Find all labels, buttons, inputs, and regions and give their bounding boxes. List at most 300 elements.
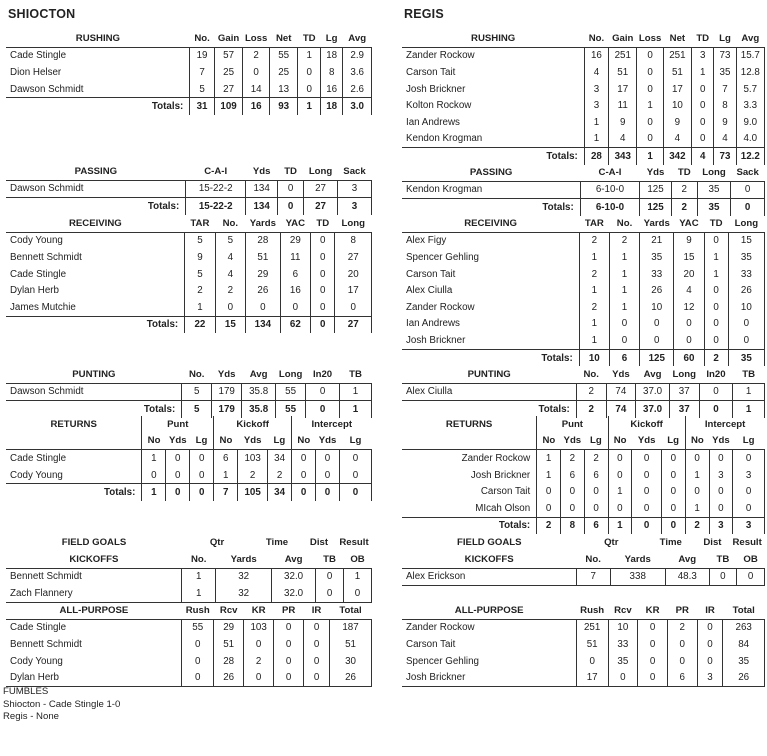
stat-cell: 0 <box>661 450 685 467</box>
totals-row <box>6 316 372 333</box>
table-row <box>402 669 765 686</box>
punting-column-header: Avg <box>249 368 268 380</box>
stat-cell: 0 <box>637 47 663 64</box>
stat-cell: 16 <box>280 282 310 299</box>
stat-cell: 7 <box>576 568 610 586</box>
player-name: Spencer Gehling <box>406 251 479 263</box>
returns-group-header: Kickoff <box>214 416 292 433</box>
total-cell: 12.2 <box>736 148 764 165</box>
stat-cell: 2 <box>268 467 292 484</box>
player-name: Cade Stingle <box>6 47 190 64</box>
field-goals-column-header: Qtr <box>604 536 619 548</box>
table-row <box>6 619 372 636</box>
kickoffs-column-header: OB <box>743 553 758 565</box>
stat-cell: 6 <box>560 467 584 484</box>
player-name: Zander Rockow <box>402 450 537 467</box>
rushing-column-header: TD <box>302 32 316 44</box>
receiving-table <box>6 215 372 333</box>
returns-header-row <box>402 416 765 433</box>
player-name: Cody Young <box>10 655 63 667</box>
total-cell: 0 <box>190 484 214 501</box>
player-name: Bennett Schmidt <box>10 638 82 650</box>
stat-cell: 73 <box>714 47 736 64</box>
stat-cell: 0 <box>632 483 662 500</box>
returns-table <box>6 416 372 501</box>
total-cell: 2 <box>671 199 697 216</box>
team-name: REGIS <box>404 7 444 21</box>
receiving-column-header: YAC <box>679 217 699 229</box>
returns-group-header: Kickoff <box>608 416 685 433</box>
stat-cell: 9.0 <box>736 114 764 131</box>
totals-label: Totals: <box>402 517 537 534</box>
stat-cell: 30 <box>330 653 372 670</box>
all_purpose-column-header: Total <box>732 604 755 616</box>
stat-cell: 32.0 <box>272 585 316 602</box>
stat-cell: 0 <box>274 669 304 686</box>
stat-cell: 15-22-2 <box>186 180 246 198</box>
field-goals-title: FIELD GOALS <box>61 536 127 548</box>
total-cell: 2 <box>576 401 606 418</box>
table-row <box>402 450 765 467</box>
rushing-column-header: Lg <box>719 32 731 44</box>
field-goals-header-row <box>6 534 372 551</box>
returns-column-header: No <box>608 433 632 450</box>
stat-cell: 0 <box>537 483 561 500</box>
total-cell: 6-10-0 <box>580 199 639 216</box>
stat-cell: 2 <box>560 450 584 467</box>
passing-column-header: TD <box>284 165 297 177</box>
table-row <box>6 568 372 585</box>
stat-cell: 0 <box>304 636 330 653</box>
kickoffs-column-header: Yards <box>230 553 257 565</box>
stat-cell: 0 <box>608 500 632 517</box>
table-row <box>6 636 372 653</box>
returns-column-header: Lg <box>195 435 208 447</box>
total-cell: 4 <box>692 148 714 165</box>
returns-group-header: Punt <box>537 416 608 433</box>
totals-label: Totals: <box>6 198 186 215</box>
player-name: MIcah Olson <box>475 502 531 514</box>
fumbles-line: Shiocton - Cade Stingle 1-0 <box>3 698 121 710</box>
stat-cell: 0 <box>638 619 668 636</box>
returns-column-header: Yds <box>168 435 187 447</box>
total-cell: 8 <box>560 517 584 534</box>
stat-cell: 0 <box>244 636 274 653</box>
stat-cell: 0 <box>560 483 584 500</box>
stat-cell: 12.8 <box>736 64 764 81</box>
stat-cell: 2 <box>185 282 215 299</box>
table-row <box>6 383 372 401</box>
player-name: Dion Helser <box>10 66 62 78</box>
punting-column-header: Long <box>278 368 303 380</box>
total-cell: 15-22-2 <box>186 198 246 215</box>
stat-cell: 6 <box>214 450 238 467</box>
punting-column-header: Yds <box>217 368 236 380</box>
stat-cell: 2 <box>667 619 697 636</box>
returns-subheader-row <box>6 433 372 450</box>
punting-column-header: In20 <box>312 368 333 380</box>
receiving-header-row <box>402 215 765 232</box>
receiving-table <box>402 215 765 366</box>
total-cell: 7 <box>214 484 238 501</box>
stat-cell: 2.9 <box>343 47 372 64</box>
table-row <box>6 282 372 299</box>
total-cell: 109 <box>214 98 243 115</box>
stat-cell: 0 <box>142 467 166 484</box>
stat-cell: 35 <box>728 249 764 266</box>
rushing-column-header: Loss <box>638 32 662 44</box>
stat-cell: 0 <box>704 282 728 299</box>
stat-cell: 0 <box>215 299 245 316</box>
player-name: James Mutchie <box>10 301 76 313</box>
field-goals-column-header: Dist <box>309 536 329 548</box>
stat-cell: 84 <box>723 636 765 653</box>
stat-cell: 0 <box>704 299 728 316</box>
total-cell: 0 <box>339 484 371 501</box>
stat-cell: 0 <box>182 636 214 653</box>
total-cell: 6 <box>584 517 608 534</box>
table-row <box>402 619 765 636</box>
stat-cell: 0 <box>632 450 662 467</box>
stat-cell: 7 <box>714 81 736 98</box>
stat-cell: 0 <box>638 636 668 653</box>
stat-cell: 29 <box>280 232 310 249</box>
stat-cell: 0 <box>274 619 304 636</box>
stat-cell: 0 <box>608 450 632 467</box>
all_purpose-table <box>6 602 372 687</box>
passing-column-header: Sack <box>736 166 759 178</box>
stat-cell: 0 <box>709 568 737 586</box>
kickoffs-column-header: Avg <box>678 553 697 565</box>
stat-cell: 0 <box>584 483 608 500</box>
stat-cell: 0 <box>733 483 765 500</box>
total-cell: 27 <box>304 198 338 215</box>
total-cell: 179 <box>212 401 242 418</box>
punting-column-header: Long <box>672 368 696 380</box>
stat-cell: 11 <box>280 249 310 266</box>
total-cell: 0 <box>166 484 190 501</box>
returns-subheader-row <box>402 433 765 450</box>
stat-cell: 0 <box>311 282 335 299</box>
rushing-column-header: Gain <box>612 32 634 44</box>
stat-cell: 1 <box>637 97 663 114</box>
player-name: Josh Brickner <box>406 334 466 346</box>
kickoffs-column-header: No. <box>190 553 207 565</box>
spacer <box>6 433 142 450</box>
total-cell: 16 <box>243 98 270 115</box>
stat-cell: 0 <box>576 653 608 670</box>
stat-cell: 0 <box>637 131 663 148</box>
receiving-column-header: Yards <box>249 217 276 229</box>
passing-header-row <box>402 164 765 181</box>
receiving-column-header: No. <box>616 217 633 229</box>
punting-header-row <box>402 366 765 383</box>
player-name: Alex Erickson <box>402 568 576 586</box>
stat-cell: 0 <box>316 568 344 585</box>
total-cell: 5 <box>182 401 212 418</box>
stat-cell: 32 <box>216 568 272 585</box>
receiving-column-header: TD <box>316 217 330 229</box>
table-row <box>402 636 765 653</box>
rushing-column-header: Avg <box>741 32 760 44</box>
stat-cell: 5 <box>182 383 212 401</box>
stat-cell: 0 <box>731 181 765 199</box>
stat-cell: 1 <box>579 332 609 349</box>
stat-cell: 2 <box>579 232 609 249</box>
stat-cell: 3.3 <box>736 97 764 114</box>
kickoffs-column-header: TB <box>323 553 336 565</box>
stat-cell: 17 <box>335 282 372 299</box>
kickoffs-column-header: Yards <box>624 553 651 565</box>
passing-title: PASSING <box>74 165 118 177</box>
punting-column-header: Yds <box>612 368 630 380</box>
table-row <box>402 383 765 401</box>
total-cell: 2 <box>704 349 728 366</box>
stat-cell: 0 <box>661 500 685 517</box>
stat-cell: 25 <box>214 64 243 81</box>
stat-cell: 0 <box>306 383 340 401</box>
table-row <box>402 266 765 283</box>
stat-cell: 1 <box>685 467 709 484</box>
total-cell: 0 <box>661 517 685 534</box>
returns-column-header: No <box>142 433 166 450</box>
total-cell: 105 <box>238 484 268 501</box>
returns-column-header: Yds <box>243 435 262 447</box>
stat-cell: 55 <box>182 619 214 636</box>
returns-column-header: Yds <box>563 435 582 447</box>
returns-column-header: No <box>537 433 561 450</box>
stat-cell: 4 <box>215 249 245 266</box>
total-cell: 134 <box>246 198 278 215</box>
returns-column-header: Lg <box>667 435 679 447</box>
stat-cell: 1 <box>340 383 372 401</box>
player-name: Carson Tait <box>480 486 531 498</box>
returns-column-header: Lg <box>273 435 286 447</box>
stat-cell: 10 <box>640 299 674 316</box>
stat-cell: 0 <box>292 450 316 467</box>
totals-label: Totals: <box>402 401 576 418</box>
stat-cell: 0 <box>661 467 685 484</box>
player-name: Dawson Schmidt <box>6 383 182 401</box>
player-name: Kendon Krogman <box>402 181 580 199</box>
stat-cell: 51 <box>214 636 244 653</box>
receiving-title: RECEIVING <box>464 217 517 229</box>
totals-label: Totals: <box>402 148 584 165</box>
player-name: Zander Rockow <box>406 301 475 313</box>
table-row <box>402 568 765 586</box>
stat-cell: 0 <box>280 299 310 316</box>
player-name: Zach Flannery <box>6 585 182 602</box>
player-name: Alex Ciulla <box>402 383 576 401</box>
player-name: Alex Ciulla <box>406 285 453 297</box>
stat-cell: 1 <box>298 47 320 64</box>
field-goals-header-row <box>402 534 765 551</box>
table-row <box>6 64 372 81</box>
kickoffs-column-header: OB <box>350 553 365 565</box>
returns-header-row <box>6 416 372 433</box>
stat-cell: 35 <box>723 653 765 670</box>
stat-cell: 9 <box>663 114 691 131</box>
all_purpose-column-header: Rush <box>580 604 605 616</box>
stat-cell: 0 <box>292 467 316 484</box>
stat-cell: 26 <box>640 282 674 299</box>
total-cell: 1 <box>142 484 166 501</box>
punting-column-header: No. <box>583 368 599 380</box>
stat-cell: 0 <box>632 467 662 484</box>
stat-cell: 15 <box>674 249 704 266</box>
player-name: Dylan Herb <box>10 285 60 297</box>
stat-cell: 1 <box>344 568 372 585</box>
stat-cell: 1 <box>609 249 639 266</box>
stat-cell: 1 <box>609 299 639 316</box>
stat-cell: 0 <box>709 483 733 500</box>
stat-cell: 0 <box>728 332 764 349</box>
total-cell: 134 <box>246 316 281 333</box>
stat-cell: 20 <box>335 266 372 283</box>
all_purpose-column-header: PR <box>281 604 296 616</box>
punting-column-header: TB <box>349 368 362 380</box>
fumbles-title: FUMBLES <box>3 686 49 697</box>
stat-cell: 55 <box>269 47 298 64</box>
stat-cell: 2 <box>576 383 606 401</box>
stat-cell: 0 <box>584 500 608 517</box>
stat-cell: 1 <box>685 500 709 517</box>
table-row <box>402 47 765 64</box>
stat-cell: 29 <box>214 619 244 636</box>
rushing-table <box>402 30 765 165</box>
stat-cell: 3 <box>709 467 733 484</box>
stat-cell: 0 <box>243 64 270 81</box>
player-name: Josh Brickner <box>470 469 531 481</box>
stat-cell: 37.0 <box>636 383 670 401</box>
stat-cell: 6 <box>280 266 310 283</box>
stat-cell: 4 <box>609 131 637 148</box>
receiving-column-header: No. <box>222 217 239 229</box>
stat-cell: 2 <box>584 450 608 467</box>
total-cell: 0 <box>316 484 340 501</box>
returns-column-header: Lg <box>349 435 362 447</box>
total-cell: 62 <box>280 316 310 333</box>
field-goals-column-header: Dist <box>703 536 722 548</box>
stat-cell: 0 <box>316 467 340 484</box>
stat-cell: 0 <box>692 81 714 98</box>
stat-cell: 26 <box>728 282 764 299</box>
punting-column-header: TB <box>742 368 756 380</box>
stat-cell: 2 <box>579 266 609 283</box>
all_purpose-column-header: PR <box>675 604 689 616</box>
stat-cell: 0 <box>609 332 639 349</box>
stat-cell: 8 <box>714 97 736 114</box>
stat-cell: 9 <box>714 114 736 131</box>
stat-cell: 9 <box>609 114 637 131</box>
table-row <box>402 653 765 670</box>
player-name: Cade Stingle <box>6 619 182 636</box>
returns-column-header: No <box>214 433 238 450</box>
passing-column-header: Long <box>702 166 726 178</box>
returns-column-header: No <box>292 433 316 450</box>
rushing-title: RUSHING <box>471 32 516 44</box>
total-cell: 35 <box>728 349 764 366</box>
stat-cell: 3.6 <box>343 64 372 81</box>
total-cell: 28 <box>584 148 608 165</box>
total-cell: 0 <box>306 401 340 418</box>
total-cell: 3 <box>709 517 733 534</box>
all_purpose-column-header: Rcv <box>219 604 238 616</box>
totals-row <box>402 148 765 165</box>
all_purpose-column-header: KR <box>645 604 660 616</box>
stat-cell: 17 <box>609 81 637 98</box>
stat-cell: 0 <box>697 653 723 670</box>
kickoffs-title: KICKOFFS <box>464 553 514 565</box>
stat-cell: 0 <box>298 81 320 98</box>
total-cell: 2 <box>537 517 561 534</box>
stat-cell: 35 <box>697 181 731 199</box>
returns-title: RETURNS <box>50 418 97 430</box>
stat-cell: 0 <box>608 467 632 484</box>
stat-cell: 4 <box>674 282 704 299</box>
totals-row <box>402 349 765 366</box>
totals-label: Totals: <box>6 316 185 333</box>
total-cell: 125 <box>640 349 674 366</box>
kickoffs-title: KICKOFFS <box>69 553 119 565</box>
stat-cell: 17 <box>576 669 608 686</box>
stat-cell: 0 <box>667 636 697 653</box>
stat-cell: 0 <box>737 568 765 586</box>
stat-cell: 0 <box>709 500 733 517</box>
all_purpose-table <box>402 602 765 687</box>
total-cell: 3.0 <box>343 98 372 115</box>
total-cell: 6 <box>609 349 639 366</box>
stat-cell: 10 <box>608 619 638 636</box>
total-cell: 0 <box>699 401 733 418</box>
stat-cell: 4.0 <box>736 131 764 148</box>
fumbles-note <box>3 686 120 724</box>
all_purpose-column-header: IR <box>705 604 715 616</box>
stat-cell: 6-10-0 <box>580 181 639 199</box>
stat-cell: 0 <box>685 483 709 500</box>
table-row <box>6 180 372 198</box>
stat-cell: 338 <box>610 568 665 586</box>
stat-cell: 1 <box>579 249 609 266</box>
table-row <box>6 47 372 64</box>
rushing-title: RUSHING <box>75 32 121 44</box>
punting-title: PUNTING <box>72 368 116 380</box>
total-cell: 125 <box>640 199 672 216</box>
rushing-column-header: Net <box>669 32 686 44</box>
stat-cell: 5.7 <box>736 81 764 98</box>
passing-column-header: Sack <box>343 165 366 177</box>
stat-cell: 0 <box>632 500 662 517</box>
field-goals-column-header: Qtr <box>209 536 225 548</box>
stat-cell: 1 <box>704 249 728 266</box>
stat-cell: 0 <box>190 467 214 484</box>
stat-cell: 0 <box>344 585 372 602</box>
receiving-column-header: TAR <box>190 217 210 229</box>
stat-cell: 2 <box>579 299 609 316</box>
kickoffs-column-header: Avg <box>284 553 303 565</box>
stat-cell: 29 <box>246 266 281 283</box>
total-cell: 3 <box>338 198 372 215</box>
total-cell: 15 <box>215 316 245 333</box>
totals-label: Totals: <box>6 98 190 115</box>
stat-cell: 26 <box>214 669 244 686</box>
stat-cell: 0 <box>339 450 371 467</box>
player-name: Spencer Gehling <box>406 655 479 667</box>
stat-cell: 26 <box>330 669 372 686</box>
table-row <box>402 249 765 266</box>
totals-label: Totals: <box>402 349 579 366</box>
team-name: SHIOCTON <box>8 7 76 21</box>
